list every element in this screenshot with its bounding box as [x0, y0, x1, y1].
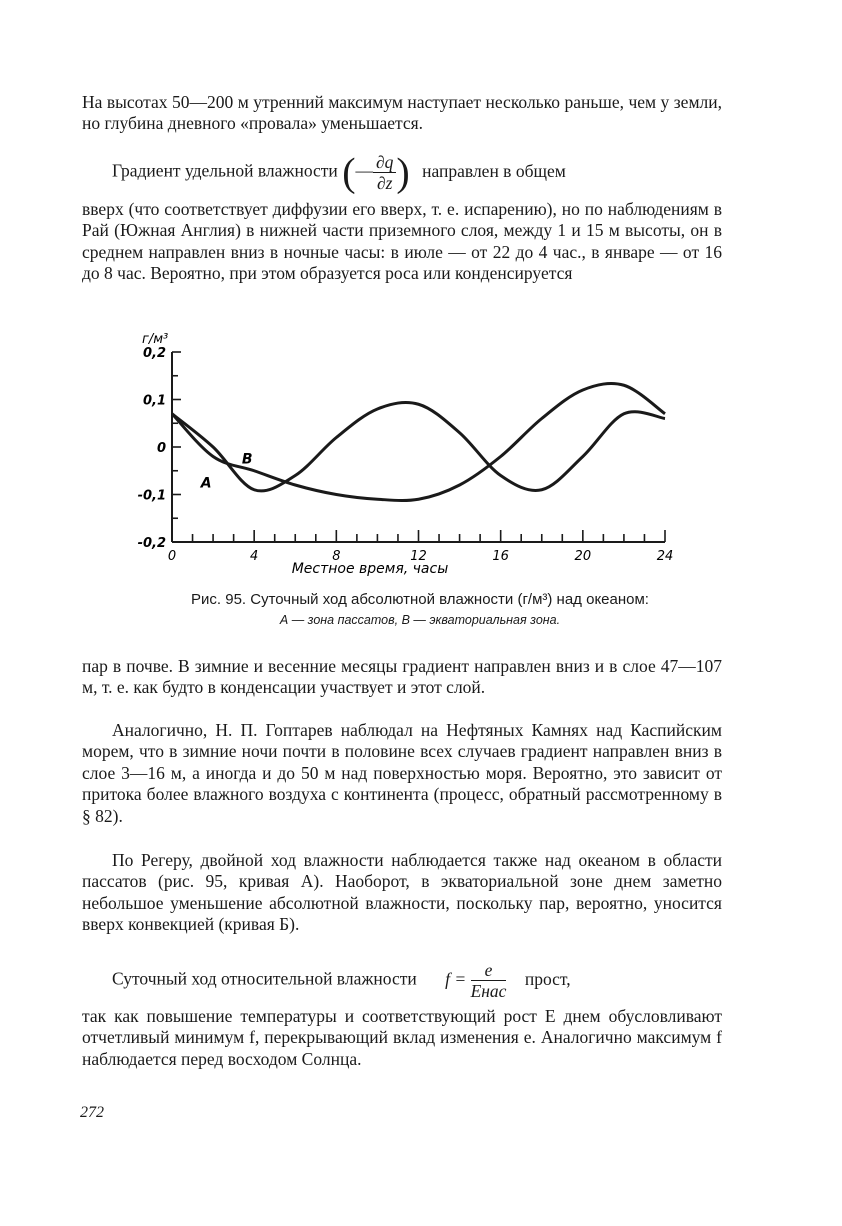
chart-axes: [138, 346, 674, 564]
right-paren: ): [396, 149, 410, 195]
paragraph-6-lead-line: [112, 960, 571, 1001]
paragraph-3: пар в почве. В зимние и весенние месяцы градиент направлен вниз и в слое 47—107 м, т. е. как будто в конденсации участвует и этот слой.: [82, 656, 722, 698]
paragraph-2-lead: Градиент удельной влажности: [112, 160, 338, 181]
figure-caption-sub: А — зона пассатов, В — экваториальная зона.: [279, 613, 561, 627]
formula-1-denominator: ∂z: [376, 173, 393, 193]
formula-2-fraction: [471, 960, 507, 1001]
y-tick-label: 0,1: [142, 393, 166, 409]
curve-label-a: А: [200, 475, 212, 492]
curve-a: [172, 402, 665, 490]
x-tick-label: 0: [167, 549, 177, 564]
figure-caption-main: Рис. 95. Суточный ход абсолютной влажности (г/м³) над океаном:: [191, 591, 649, 608]
formula-2-denominator: Eнас: [470, 981, 507, 1001]
page-number: 272: [80, 1104, 104, 1121]
formula-1-numerator: ∂q: [373, 152, 396, 173]
left-paren: (: [342, 149, 356, 195]
x-tick-label: 4: [250, 549, 259, 564]
paragraph-5: По Регеру, двойной ход влажности наблюдается также над океаном в области пассатов (рис. 95, кривая А). Наоборот, в экваториальной зоне днем заметно небольшое уменьшение абсолютной влажности, поскольку пар, вероятно, уносится вверх конвекцией (кривая Б).: [82, 850, 722, 935]
paragraph-6-tail: прост,: [524, 968, 571, 989]
paragraph-2-body: вверх (что соответствует диффузии его вверх, т. е. испарению), но по наблюдениям в Рай (Южная Англия) в нижней части приземного слоя, между 1 и 15 м высоты, он в среднем направлен вниз в ночные часы: в июле — от 22 до 4 час., в январе — от 16 до 8 час. Вероятно, при этом образуется роса или конденсируется: [82, 199, 722, 284]
formula-1-prefix: —: [355, 160, 374, 181]
y-tick-label: -0,1: [137, 488, 166, 504]
paragraph-2-lead-line: [112, 149, 566, 195]
paragraph-4: Аналогично, Н. П. Гоптарев наблюдал на Нефтяных Камнях над Каспийским морем, что в зимние ночи почти в половине всех случаев градиент направлен вниз в слое 3—16 м, а иногда и до 50 м над поверхностью моря. Вероятно, это зависит от притока более влажного воздуха с континента (процесс, обратный рассмотренному в § 82).: [82, 720, 722, 826]
x-tick-label: 24: [656, 549, 674, 564]
x-tick-label: 20: [574, 549, 592, 564]
chart-xlabel: Местное время, часы: [291, 561, 449, 577]
x-tick-label: 12: [410, 549, 427, 564]
chart-ylabel: г/м³: [142, 332, 169, 347]
x-tick-label: 16: [492, 549, 509, 564]
chart-curves: [172, 383, 665, 500]
formula-2-lhs: f =: [445, 968, 467, 989]
y-tick-label: 0,2: [142, 346, 166, 361]
y-tick-label: -0,2: [137, 536, 166, 551]
y-tick-label: 0: [156, 441, 166, 456]
figure-caption: [110, 591, 730, 627]
paragraph-6-body: так как повышение температуры и соответствующий рост E днем обусловливают отчетливый минимум f, перекрывающий вклад изменения e. Аналогично максимум f наблюдается перед восходом Солнца.: [82, 1006, 722, 1069]
paragraph-6-lead: Суточный ход относительной влажности: [112, 968, 417, 989]
figure-95-chart: [120, 330, 700, 580]
curve-label-b: В: [241, 451, 253, 468]
formula-2-numerator: e: [471, 960, 507, 981]
formula-1-fraction: [373, 152, 396, 193]
paragraph-1: На высотах 50—200 м утренний максимум наступает несколько раньше, чем у земли, но глубина дневного «провала» уменьшается.: [82, 92, 722, 134]
x-tick-label: 8: [332, 549, 341, 564]
paragraph-2-tail: направлен в общем: [422, 160, 566, 181]
